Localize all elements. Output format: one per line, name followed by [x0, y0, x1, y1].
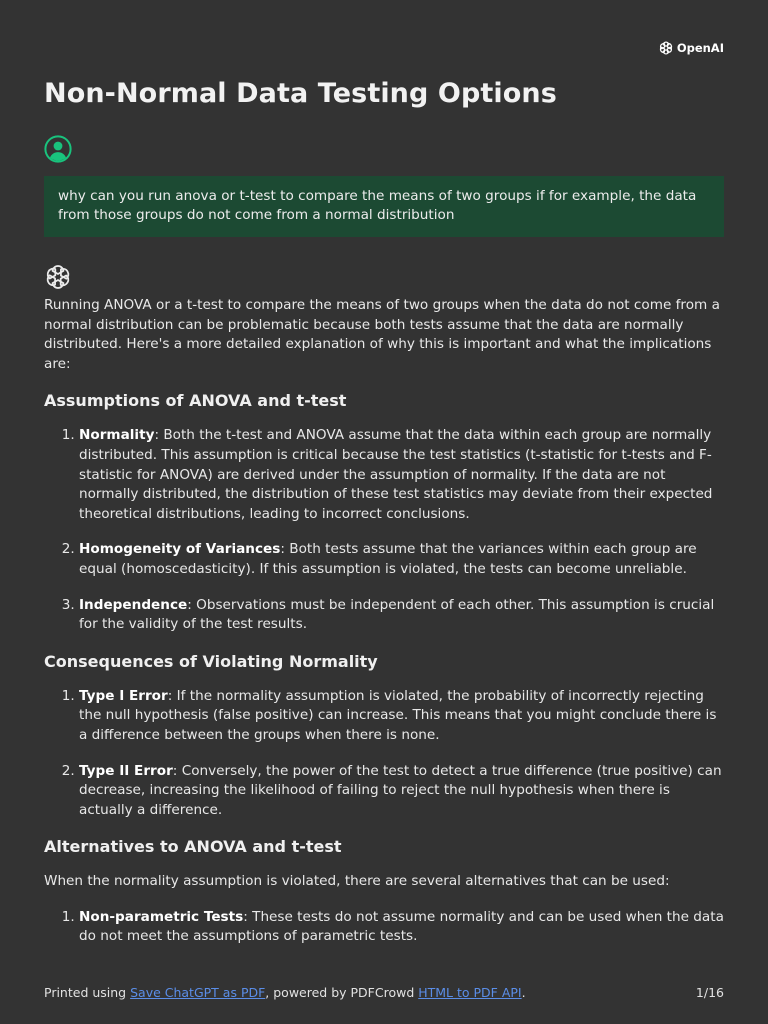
html-to-pdf-api-link[interactable]: HTML to PDF API — [418, 985, 522, 1000]
chatgpt-avatar-icon — [44, 263, 72, 291]
list-item — [79, 540, 726, 579]
assumptions-list — [44, 426, 726, 634]
list-item — [79, 908, 726, 947]
print-footer — [44, 985, 724, 1000]
section-heading-consequences: Consequences of Violating Normality — [44, 651, 378, 671]
section-heading-alternatives: Alternatives to ANOVA and t-test — [44, 837, 342, 857]
list-item — [79, 687, 726, 746]
list-item-term: Non-parametric Tests — [79, 908, 244, 925]
list-item-text: : If the normality assumption is violated, the probability of incorrectly rejecting the null hypothesis (false positive) can increase. This means that you might conclude there is a difference between the groups when there is none. — [79, 687, 717, 743]
list-item-text: : Observations must be independent of each other. This assumption is crucial for the validity of the test results. — [79, 596, 715, 633]
list-item-term: Independence — [79, 596, 188, 613]
alternatives-intro: When the normality assumption is violated, there are several alternatives that can be used: — [44, 873, 670, 890]
footer-prefix: Printed using — [44, 985, 131, 1000]
footer-middle: , powered by PDFCrowd — [265, 985, 419, 1000]
user-message: why can you run anova or t-test to compare the means of two groups if for example, the data from those groups do not come from a normal distribution — [44, 176, 724, 237]
openai-logo-icon — [658, 40, 674, 56]
section-heading-assumptions: Assumptions of ANOVA and t-test — [44, 391, 347, 411]
list-item-term: Type I Error — [79, 687, 168, 704]
page-title: Non-Normal Data Testing Options — [44, 78, 557, 109]
list-item-term: Normality — [79, 427, 155, 444]
alternatives-list — [44, 908, 726, 947]
answer-intro: Running ANOVA or a t-test to compare the means of two groups when the data do not come from a normal distribution can be problematic because both tests assume that the data are normally distributed. Here's a more detailed explanation of why this is important and what the implications are: — [44, 297, 720, 372]
list-item — [79, 762, 726, 821]
list-item-text: : Conversely, the power of the test to detect a true difference (true positive) can decrease, increasing the likelihood of failing to reject the null hypothesis when there is actually a difference. — [79, 762, 722, 818]
footer-suffix: . — [521, 985, 526, 1000]
list-item-term: Type II Error — [79, 762, 173, 779]
footer-credit — [44, 985, 526, 1000]
list-item-text: : These tests do not assume normality and can be used when the data do not meet the assumptions of parametric tests. — [79, 908, 724, 945]
consequences-list — [44, 687, 726, 821]
list-item — [79, 596, 726, 635]
brand-name: OpenAI — [676, 41, 724, 55]
page-number: 1/16 — [695, 985, 724, 1000]
list-item — [79, 426, 726, 524]
list-item-term: Homogeneity of Variances — [79, 541, 281, 558]
openai-brand — [658, 40, 724, 56]
assistant-answer — [44, 296, 726, 963]
list-item-text: : Both tests assume that the variances within each group are equal (homoscedasticity). If this assumption is violated, the tests can become unreliable. — [79, 541, 697, 577]
save-chatgpt-pdf-link[interactable]: Save ChatGPT as PDF — [130, 985, 266, 1000]
user-avatar-icon — [44, 135, 72, 163]
list-item-text: : Both the t-test and ANOVA assume that the data within each group are normally distributed. This assumption is critical because the test statistics (t-statistic for t-tests and F-statistic for ANOVA) are derived under the assumption of normality. If the data are not normally distributed, the distribution of these test statistics may deviate from their expected theoretical distributions, leading to incorrect conclusions. — [79, 427, 713, 522]
